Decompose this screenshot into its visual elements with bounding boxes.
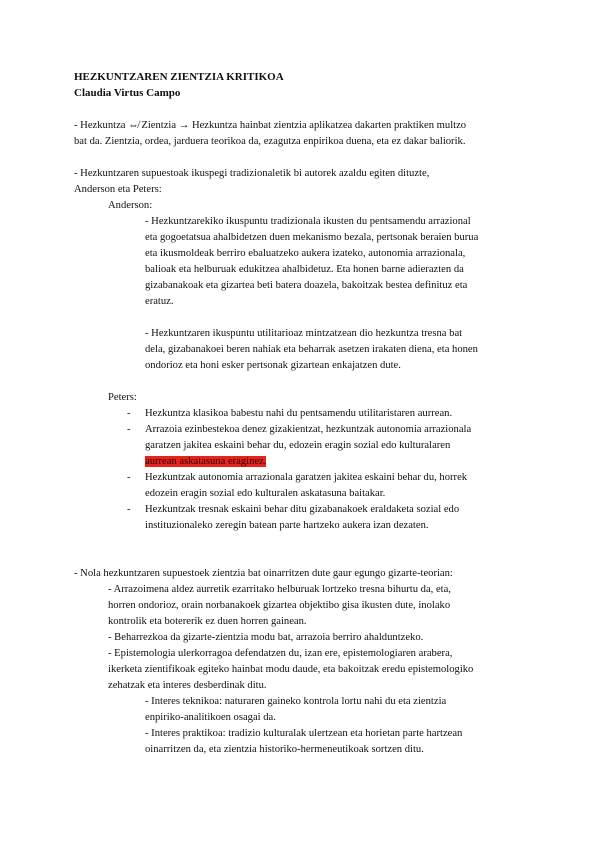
paragraph-line: dela, gizabanakoei beren nahiak eta beharrak asetzen irakaten diena, eta honen [145, 344, 478, 355]
list-item-line: Hezkuntza klasikoa babestu nahi du pentsamendu utilitaristaren aurrean. [145, 408, 453, 419]
paragraph-line: - Beharrezkoa da gizarte-zientzia modu bat, arrazoia berriro ahalduntzeko. [108, 632, 424, 643]
list-item-line: instituzionaleko zeregin batean parte hartzeko aukera izan dezaten. [145, 520, 429, 531]
document-title: HEZKUNTZAREN ZIENTZIA KRITIKOA [74, 71, 284, 83]
paragraph-line: eta gogoetatsua ahalbidetzen duen mekanismo bezala, pertsonak beraien burua [145, 232, 479, 243]
document-author: Claudia Virtus Campo [74, 87, 181, 99]
section-line: Anderson eta Peters: [74, 184, 162, 195]
anderson-label: Anderson: [108, 200, 153, 211]
list-item-line: Arrazoia ezinbestekoa denez gizakientzat, hezkuntzak autonomia arrazionala [145, 424, 472, 435]
peters-label: Peters: [108, 392, 137, 403]
paragraph-line: zehatzak eta interes desberdinak ditu. [108, 680, 267, 691]
paragraph-line: - Hezkuntzaren ikuspuntu utilitarioaz mintzatzean dio hezkuntza tresna bat [145, 328, 463, 339]
list-bullet: - [127, 504, 131, 515]
paragraph-line: eratuz. [145, 296, 174, 307]
sub-line: enpiriko-analitikoen osagai da. [145, 712, 276, 723]
paragraph-line: - Hezkuntzarekiko ikuspuntu tradizionala ikusten du pentsamendu arrazional [145, 216, 471, 227]
paragraph-line: kontrolik eta botererik ez duen horren gainean. [108, 616, 307, 627]
list-bullet: - [127, 424, 131, 435]
paragraph-line: - Epistemologia ulerkorragoa defendatzen du, izan ere, epistemologiaren arabera, [108, 648, 453, 659]
sub-line: oinarritzen da, eta zientzia historiko-hermeneutikoak sortzen ditu. [145, 744, 424, 755]
intro-line: bat da. Zientzia, ordea, jarduera teorikoa da, ezagutza enpirikoa duena, eta ez dakar baliorik. [74, 136, 466, 147]
sub-line: - Interes praktikoa: tradizio kulturalak ulertzean eta horietan parte hartzean [145, 728, 463, 739]
list-item-line [145, 454, 266, 470]
list-item-line: edozein eragin sozial edo kulturalen askatasuna baitakar. [145, 488, 386, 499]
paragraph-line: horren ondorioz, orain norbanakoek gizartea objektibo gisa ikusten dute, inolako [108, 600, 451, 611]
highlighted-text: aurrean askatasuna eraginez. [145, 456, 267, 467]
list-bullet: - [127, 408, 131, 419]
paragraph-line: - Arrazoimena aldez aurretik ezarritako helburuak lortzeko tresna bihurtu da, eta, [108, 584, 451, 595]
paragraph-line: ikerketa zientifikoak egiteko hainbat modu daude, eta bakoitzak eredu epistemologiko [108, 664, 474, 675]
list-item-line: garatzen jakitea eskaini behar du, edozein eragin sozial edo kulturalaren [145, 440, 451, 451]
intro-line: - Hezkuntza ⇎ Zientzia → Hezkuntza hainbat zientzia aplikatzea dakarten praktiken multzo [74, 120, 467, 131]
list-bullet: - [127, 472, 131, 483]
section-question: - Nola hezkuntzaren supuestoek zientzia bat oinarritzen dute gaur egungo gizarte-teorian: [74, 568, 453, 579]
section-line: - Hezkuntzaren supuestoak ikuspegi tradizionaletik bi autorek azaldu egiten dituzte, [74, 168, 430, 179]
list-item-line: Hezkuntzak autonomia arrazionala garatzen jakitea eskaini behar du, horrek [145, 472, 468, 483]
paragraph-line: ondorioz eta honi esker pertsonak gizartean enkajatzen dute. [145, 360, 401, 371]
paragraph-line: gizabanakoak eta gizartea beti batera doazela, bakoitzak bestea definituz eta [145, 280, 468, 291]
sub-line: - Interes teknikoa: naturaren gaineko kontrola lortu nahi du eta zientzia [145, 696, 447, 707]
paragraph-line: balioak eta helburuak edukitzea ahalbidetuz. Eta honen barne adierazten da [145, 264, 464, 275]
list-item-line: Hezkuntzak tresnak eskaini behar ditu gizabanakoek eraldaketa sozial edo [145, 504, 460, 515]
paragraph-line: eta ikusmoldeak berriro ebaluatzeko aukera izateko, autonomia arrazionala, [145, 248, 466, 259]
